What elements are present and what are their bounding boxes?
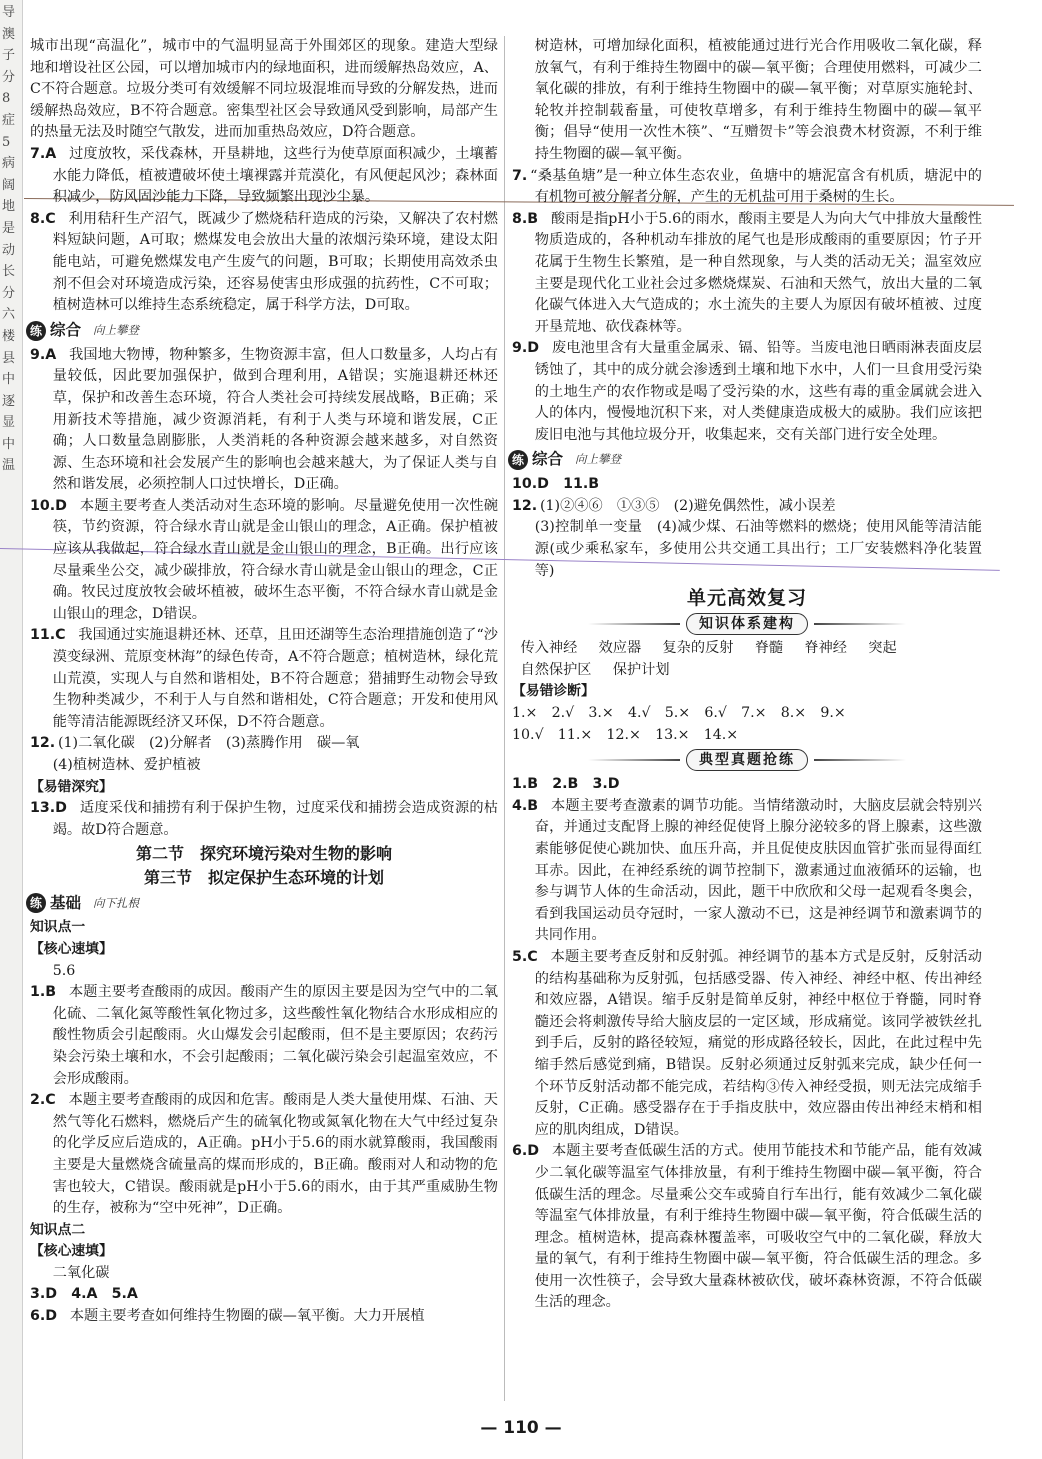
answer-continuation: 树造林，可增加绿化面积，植被能通过进行光合作用吸收二氧化碳，释放氧气，有利于维持生物圈中的碳—氧平衡；合理使用燃料，可减少二氧化碳的排放，有利于维持生物圈中的碳—氧平衡；对草原实施轮封、轮牧并控制载畜量，可使牧草增多，有利于维持生物圈中的碳—氧平衡；倡导“使用一次性木筷”、“互赠贺卡”等会浪费木材资源，不利于维持生物圈的碳—氧平衡。 — [534, 38, 982, 162]
answer-item — [30, 733, 498, 755]
answer-number: 11.C — [30, 627, 66, 644]
answer-number: 13.D — [30, 800, 67, 817]
answer-number: 12. — [512, 497, 538, 514]
answer-text: 本题主要考查低碳生活的方式。使用节能技术和节能产品，能有效减少二氧化碳等温室气体排放量，有利于维持生物圈中碳—氧平衡，符合低碳生活的理念。尽量乘公交车或骑自行车出行，能有效减少二氧化碳等温室气体排放量，有利于维持生物圈中碳—氧平衡，符合低碳生活的理念。植树造林，提高森林覆盖率，可吸收空气中的二氧化碳，释放大量的氧气，有利于维持生物圈中碳—氧平衡，符合低碳生活的理念。多使用一次性筷子，会导致大量森林被砍伐，破坏森林资源，不符合低碳生活的理念。 — [534, 1143, 982, 1311]
banner-text: 知识体系建构 — [686, 613, 808, 635]
answer-number: 9.A — [30, 346, 57, 363]
answer-item — [512, 1141, 982, 1314]
label-hexin: 【核心速填】 — [30, 1243, 113, 1260]
banner-text: 典型真题抢练 — [686, 749, 808, 771]
answer-text: (1)②④⑥ ①③⑤ (2)避免偶然性，减小误差 — [539, 497, 836, 514]
answer-item — [30, 1306, 498, 1328]
lian-logo-icon: 练 — [508, 450, 528, 470]
judge-row: 1.× 2.√ 3.× 4.√ 5.× 6.√ 7.× 8.× 9.× — [512, 705, 846, 722]
section-slogan: 向下扎根 — [93, 895, 140, 910]
banner-line — [814, 759, 906, 761]
label-yicuo: 【易错诊断】 — [512, 683, 595, 700]
knowledge-point-title: 知识点二 — [30, 1221, 86, 1238]
answer-subline: (3)控制单一变量 (4)减少煤、石油等燃料的燃烧；使用风能等清洁能源(或少乘私家车，多使用公共交通工具出行；工厂安装燃料净化装置等) — [534, 519, 982, 579]
banner-exam-practice — [512, 748, 982, 772]
answer-number: 12. — [30, 735, 56, 752]
answer-subline: (4)植树造林、爱护植被 — [52, 757, 201, 773]
section-slogan: 向上攀登 — [575, 452, 622, 467]
left-column — [30, 36, 498, 1328]
answer-number: 5.C — [512, 948, 538, 965]
section-header-zonghe — [26, 320, 498, 342]
term: 自然保护区 — [520, 661, 592, 678]
section-title: 综合 — [50, 320, 82, 339]
judge-row: 10.√ 11.× 12.× 13.× 14.× — [512, 726, 739, 743]
section-title: 基础 — [50, 893, 82, 912]
answer-number: 6.D — [512, 1143, 540, 1160]
answer-text: 利用秸秆生产沼气，既减少了燃烧秸秆造成的污染，又解决了农村燃料短缺问题，A可取；燃煤发电会放出大量的浓烟污染环境，建设太阳能电站，可避免燃煤发电产生废气的问题，B可取；长期使用高效杀虫剂不但会对环境造成污染，还容易使害虫形成强的抗药性，C不可取；植树造林可以维持生态系统稳定，属于科学方法，D可取。 — [52, 210, 498, 314]
answer-number: 6.D — [30, 1308, 58, 1325]
answer-item — [30, 798, 498, 841]
short-answers: 1.B 2.B 3.D — [512, 776, 620, 793]
term: 复杂的反射 — [662, 640, 734, 657]
answer-item — [30, 345, 498, 496]
label-yicuo: 【易错深究】 — [30, 778, 113, 795]
answer-text: 适度采伐和捕捞有利于保护生物，过度采伐和捕捞会造成资源的枯竭。故D符合题意。 — [52, 800, 498, 838]
answer-item — [30, 1090, 498, 1220]
answer-text: 本题主要考查如何维持生物圈的碳—氧平衡。大力开展植 — [69, 1308, 425, 1325]
right-column — [512, 36, 982, 1314]
unit-title: 单元高效复习 — [686, 587, 807, 610]
fill-answer: 二氧化碳 — [52, 1264, 110, 1281]
answer-number: 1.B — [30, 984, 57, 1001]
page-edge — [0, 0, 23, 1459]
section-header-zonghe — [508, 449, 982, 471]
answer-number: 8.C — [30, 210, 56, 227]
edge-text: 导澳子分8症5病阔地是动长分六楼县中逐显中温 — [2, 5, 16, 474]
lian-logo-icon: 练 — [26, 321, 46, 341]
answer-item — [30, 144, 498, 209]
answer-number: 10.D — [30, 497, 67, 514]
answer-text: 本题主要考查酸雨的成因和危害。酸雨是人类大量使用煤、石油、天然气等化石燃料，燃烧后产生的硫氧化物或氮氧化物在大气中经过复杂的化学反应后造成的，A正确。pH小于5.6的雨水就算酸雨，我国酸雨主要是大量燃烧含硫量高的煤而形成的，B正确。酸雨对人和动物的危害也较大，C错误。酸雨就是pH小于5.6的雨水，由于其严重威胁生物的生存，被称为“空中死神”，D正确。 — [52, 1092, 498, 1217]
banner-knowledge-system — [512, 612, 982, 636]
short-answers: 3.D 4.A 5.A — [30, 1286, 138, 1303]
answer-item — [512, 338, 982, 446]
answer-item — [30, 496, 498, 626]
answer-number: 8.B — [512, 210, 539, 227]
answer-number: 7.A — [30, 145, 57, 162]
answer-text: 废电池里含有大量重金属汞、镉、铅等。当废电池日晒雨淋表面皮层锈蚀了，其中的成分就会渗透到土壤和地下水中，人们一旦食用受污染的土地生产的农作物或是喝了受污染的水，这些有毒的重金属就会进入人的体内，慢慢地沉积下来，对人类健康造成极大的威胁。我们应该把废旧电池与其他垃圾分开，收集起来，交有关部门进行安全处理。 — [534, 340, 982, 443]
term: 传入神经 — [520, 640, 578, 657]
term: 脊神经 — [804, 640, 847, 657]
banner-line — [588, 623, 680, 625]
answer-text: 本题主要考查反射和反射弧。神经调节的基本方式是反射，反射活动的结构基础称为反射弧，包括感受器、传入神经、神经中枢、传出神经和效应器，A错误。缩手反射是简单反射，神经中枢位于脊髓，同时脊髓还会将刺激传导给大脑皮层的一定区域，形成痛觉。该同学被铁丝扎到手后，反射的路径较短，痛觉的形成路径较长，因此，在此过程中先缩手然后感觉到痛，B错误。反射必须通过反射弧来完成，缺少任何一个环节反射活动都不能完成，若结构③传入神经受损，则无法完成缩手反射，C正确。感受器存在于手指皮肤中，效应器由传出神经末梢和相应的肌肉组成，D错误。 — [534, 948, 982, 1138]
answer-item — [512, 166, 982, 209]
term: 突起 — [868, 640, 897, 657]
answer-text: 本题主要考查酸雨的成因。酸雨产生的原因主要是因为空气中的二氧化硫、二氧化氮等酸性氧化物过多，这些酸性氧化物结合水形成相应的酸性物质会引起酸雨。火山爆发会引起酸雨，但不是主要原因；农药污染会污染土壤和水，不会引起酸雨；二氧化碳污染会引起温室效应，不会形成酸雨。 — [52, 984, 498, 1087]
column-divider — [504, 36, 505, 1401]
answer-text: 我国地大物博，物种繁多，生物资源丰富，但人口数量多，人均占有量较低，因此要加强保护，做到合理利用，A错误；实施退耕还林还草，保护和改善生态环境，符合人类社会可持续发展战略，B正确；采用新技术等措施，减少资源消耗，有利于人类与环境和谐发展，C正确；人口数量急剧膨胀，人类消耗的各种资源会越来越多，对自然资源、生态环境和社会发展产生的影响也会越来越大，为了保证人类与自然和谐发展，必须控制人口过快增长，D正确。 — [52, 346, 498, 493]
page-number: — 110 — — [480, 1418, 562, 1438]
section-header-jichu — [26, 892, 498, 914]
answer-item — [30, 625, 498, 733]
lian-logo-icon: 练 — [26, 893, 46, 913]
banner-line — [814, 623, 906, 625]
section-title: 综合 — [532, 450, 564, 469]
banner-line — [588, 759, 680, 761]
answer-text: (1)二氧化碳 (2)分解者 (3)蒸腾作用 碳—氧 — [57, 735, 360, 752]
answer-number: 9.D — [512, 340, 540, 357]
term: 脊髓 — [754, 640, 784, 657]
knowledge-point-title: 知识点一 — [30, 919, 86, 936]
short-answers: 10.D 11.B — [512, 476, 600, 493]
section-slogan: 向上攀登 — [93, 322, 140, 337]
term: 保护计划 — [612, 661, 670, 678]
answer-text: “桑基鱼塘”是一种立体生态农业，鱼塘中的塘泥富含有机质，塘泥中的有机物可被分解者分解，产生的无机盐可用于桑树的生长。 — [530, 167, 982, 206]
answer-text: 过度放牧，采伐森林，开垦耕地，这些行为使草原面积减少，土壤蓄水能力降低，植被遭破坏使土壤裸露并荒漠化，有风便起风沙；森林面积减少，防风固沙能力下降，导致频繁出现沙尘暴。 — [52, 145, 498, 206]
answer-item — [30, 209, 498, 317]
chapter-title: 第三节 拟定保护生态环境的计划 — [143, 868, 384, 888]
fill-answer: 5.6 — [52, 962, 76, 979]
answer-text: 我国通过实施退耕还林、还草，且田还湖等生态治理措施创造了“沙漠变绿洲、荒原变林海”的绿色传奇，A不符合题意；植树造林，绿化荒山荒漠，实现人与自然和谐相处，B不符合题意；猎捕野生动物会导致生物种类减少，不利于人与自然和谐相处，C符合题意；开发和使用风能等清洁能源既经济又环保，D不符合题意。 — [52, 627, 498, 730]
term: 效应器 — [598, 640, 642, 657]
answer-item — [512, 209, 982, 339]
paragraph: 城市出现“高温化”，城市中的气温明显高于外围郊区的现象。建造大型绿地和增设社区公园，可以增加城市内的绿地面积，进而缓解热岛效应，A、C不符合题意。垃圾分类可有效缓解不同垃圾混堆而导致的分解发热，进而缓解热岛效应，B不符合题意。密集型社区会导致通风受到影响，局部产生的热量无法及时随空气散发，进而加重热岛效应，D符合题意。 — [30, 38, 498, 141]
answer-number: 7. — [512, 167, 528, 184]
answer-item — [512, 947, 982, 1141]
answer-number: 2.C — [30, 1092, 56, 1109]
answer-text: 本题主要考查激素的调节功能。当情绪激动时，大脑皮层就会特别兴奋，并通过支配肾上腺的神经促使肾上腺分泌较多的肾上腺素，这些激素能够促使心跳加快、血压升高，并且促使皮肤因血管扩张而显得面红耳赤。因此，在神经系统的调节控制下，激素通过血液循环的运输，也参与调节人体的生命活动，因此，题干中欣欣和父母一起观看冬奥会，看到我国运动员夺冠时，一家人激动不已，这是神经调节和激素调节的共同作用。 — [534, 797, 982, 944]
answer-item — [512, 496, 982, 518]
label-hexin: 【核心速填】 — [30, 940, 113, 957]
answer-item — [512, 796, 982, 947]
answer-text: 本题主要考查人类活动对生态环境的影响。尽量避免使用一次性碗筷，节约资源，符合绿水青山就是金山银山的理念，A正确。保护植被应该从我做起，符合绿水青山就是金山银山的理念，B正确。出行应该尽量乘坐公交，减少碳排放，符合绿水青山就是金山银山的理念，C正确。牧民过度放牧会破坏植被，破坏生态平衡，不符合绿水青山就是金山银山的理念，D错误。 — [52, 497, 498, 622]
answer-number: 4.B — [512, 797, 539, 814]
term-list — [512, 638, 982, 681]
answer-text: 酸雨是指pH小于5.6的雨水，酸雨主要是人为向大气中排放大量酸性物质造成的，各种机动车排放的尾气也是形成酸雨的重要原因；竹子开花属于生物生长繁殖，是一种自然现象，与人类的活动无关；温室效应主要是现代化工业社会过多燃烧煤炭、石油和天然气，放出大量的二氧化碳气体进入大气造成的；水土流失的主要人为原因有破坏植被、过度开垦荒地、砍伐森林等。 — [534, 210, 982, 335]
answer-item — [30, 982, 498, 1090]
chapter-title: 第二节 探究环境污染对生物的影响 — [135, 844, 392, 864]
